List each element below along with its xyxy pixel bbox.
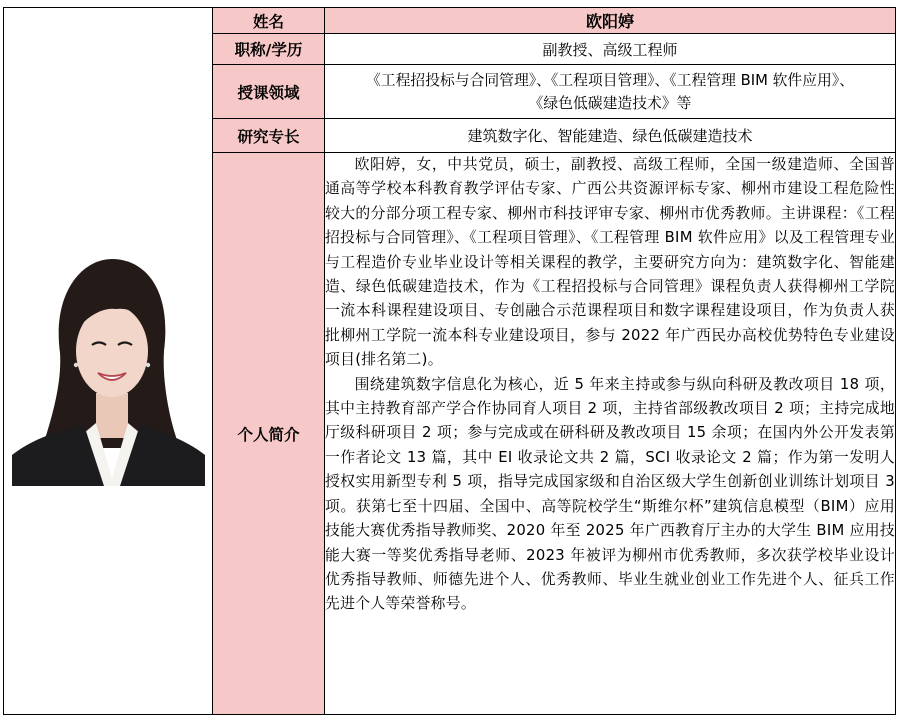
bio-paragraph-1: 欧阳婷，女，中共党员，硕士，副教授、高级工程师，全国一级建造师、全国普通高等学校本科教育教学评估专家、广西公共资源评标专家、柳州市建设工程危险性较大的分部分项工程专家、柳州市科技评审专家、柳州市优秀教师。主讲课程：《工程招投标与合同管理》、《工程项目管理》、《工程管理 BIM 软件应用》以及工程管理专业与工程造价专业毕业设计等相关课程的教学，主要研究方向为：建筑数字化、智能建造、绿色低碳建造技术，作为《工程招投标与合同管理》课程负责人获得柳州工学院一流本科课程建设项目、专创融合示范课程项目和数字课程建设项目，作为负责人获批柳州工学院一流本科专业建设项目，参与 2022 年广西民办高校优势特色专业建设项目(排名第二)。 bbox=[325, 156, 895, 369]
profile-table bbox=[3, 7, 896, 715]
courses-label: 授课领域 bbox=[213, 65, 325, 119]
row-name bbox=[4, 8, 896, 34]
title-label: 职称/学历 bbox=[213, 34, 325, 65]
courses-line-1: 《工程招投标与合同管理》、《工程项目管理》、《工程管理 BIM 软件应用》、 bbox=[366, 71, 854, 89]
courses-value bbox=[325, 65, 896, 119]
research-value: 建筑数字化、智能建造、绿色低碳建造技术 bbox=[325, 119, 896, 153]
research-label: 研究专长 bbox=[213, 119, 325, 153]
title-value: 副教授、高级工程师 bbox=[325, 34, 896, 65]
bio-label: 个人简介 bbox=[213, 153, 325, 715]
profile-sheet bbox=[3, 7, 896, 715]
photo-cell bbox=[4, 8, 213, 715]
bio-cell bbox=[325, 153, 896, 715]
portrait-photo bbox=[12, 233, 205, 486]
courses-line-2: 《绿色低碳建造技术》等 bbox=[528, 94, 692, 112]
name-label: 姓名 bbox=[213, 8, 325, 34]
bio-text bbox=[325, 153, 895, 617]
bio-paragraph-2: 围绕建筑数字信息化为核心，近 5 年来主持或参与纵向科研及教改项目 18 项，其中主持教育部产学合作协同育人项目 2 项，主持省部级教改项目 2 项；主持完成地厅级科研项目 2 项；参与完成或在研科研及教改项目 15 余项；在国内外公开发表第一作者论文 13 篇，其中 EI 收录论文共 2 篇，SCI 收录论文 2 篇；作为第一发明人授权实用新型专利 5 项，指导完成国家级和自治区级大学生创新创业训练计划项目 3 项。获第七至十四届、全国中、高等院校学生“斯维尔杯”建筑信息模型（BIM）应用技能大赛优秀指导教师奖、2020 年至 2025 年广西教育厅主办的大学生 BIM 应用技能大赛一等奖优秀指导老师、2023 年被评为柳州市优秀教师，多次获学校毕业设计优秀指导教师、师德先进个人、优秀教师、毕业生就业创业工作先进个人、征兵工作先进个人等荣誉称号。 bbox=[325, 375, 895, 613]
name-value: 欧阳婷 bbox=[325, 8, 896, 34]
